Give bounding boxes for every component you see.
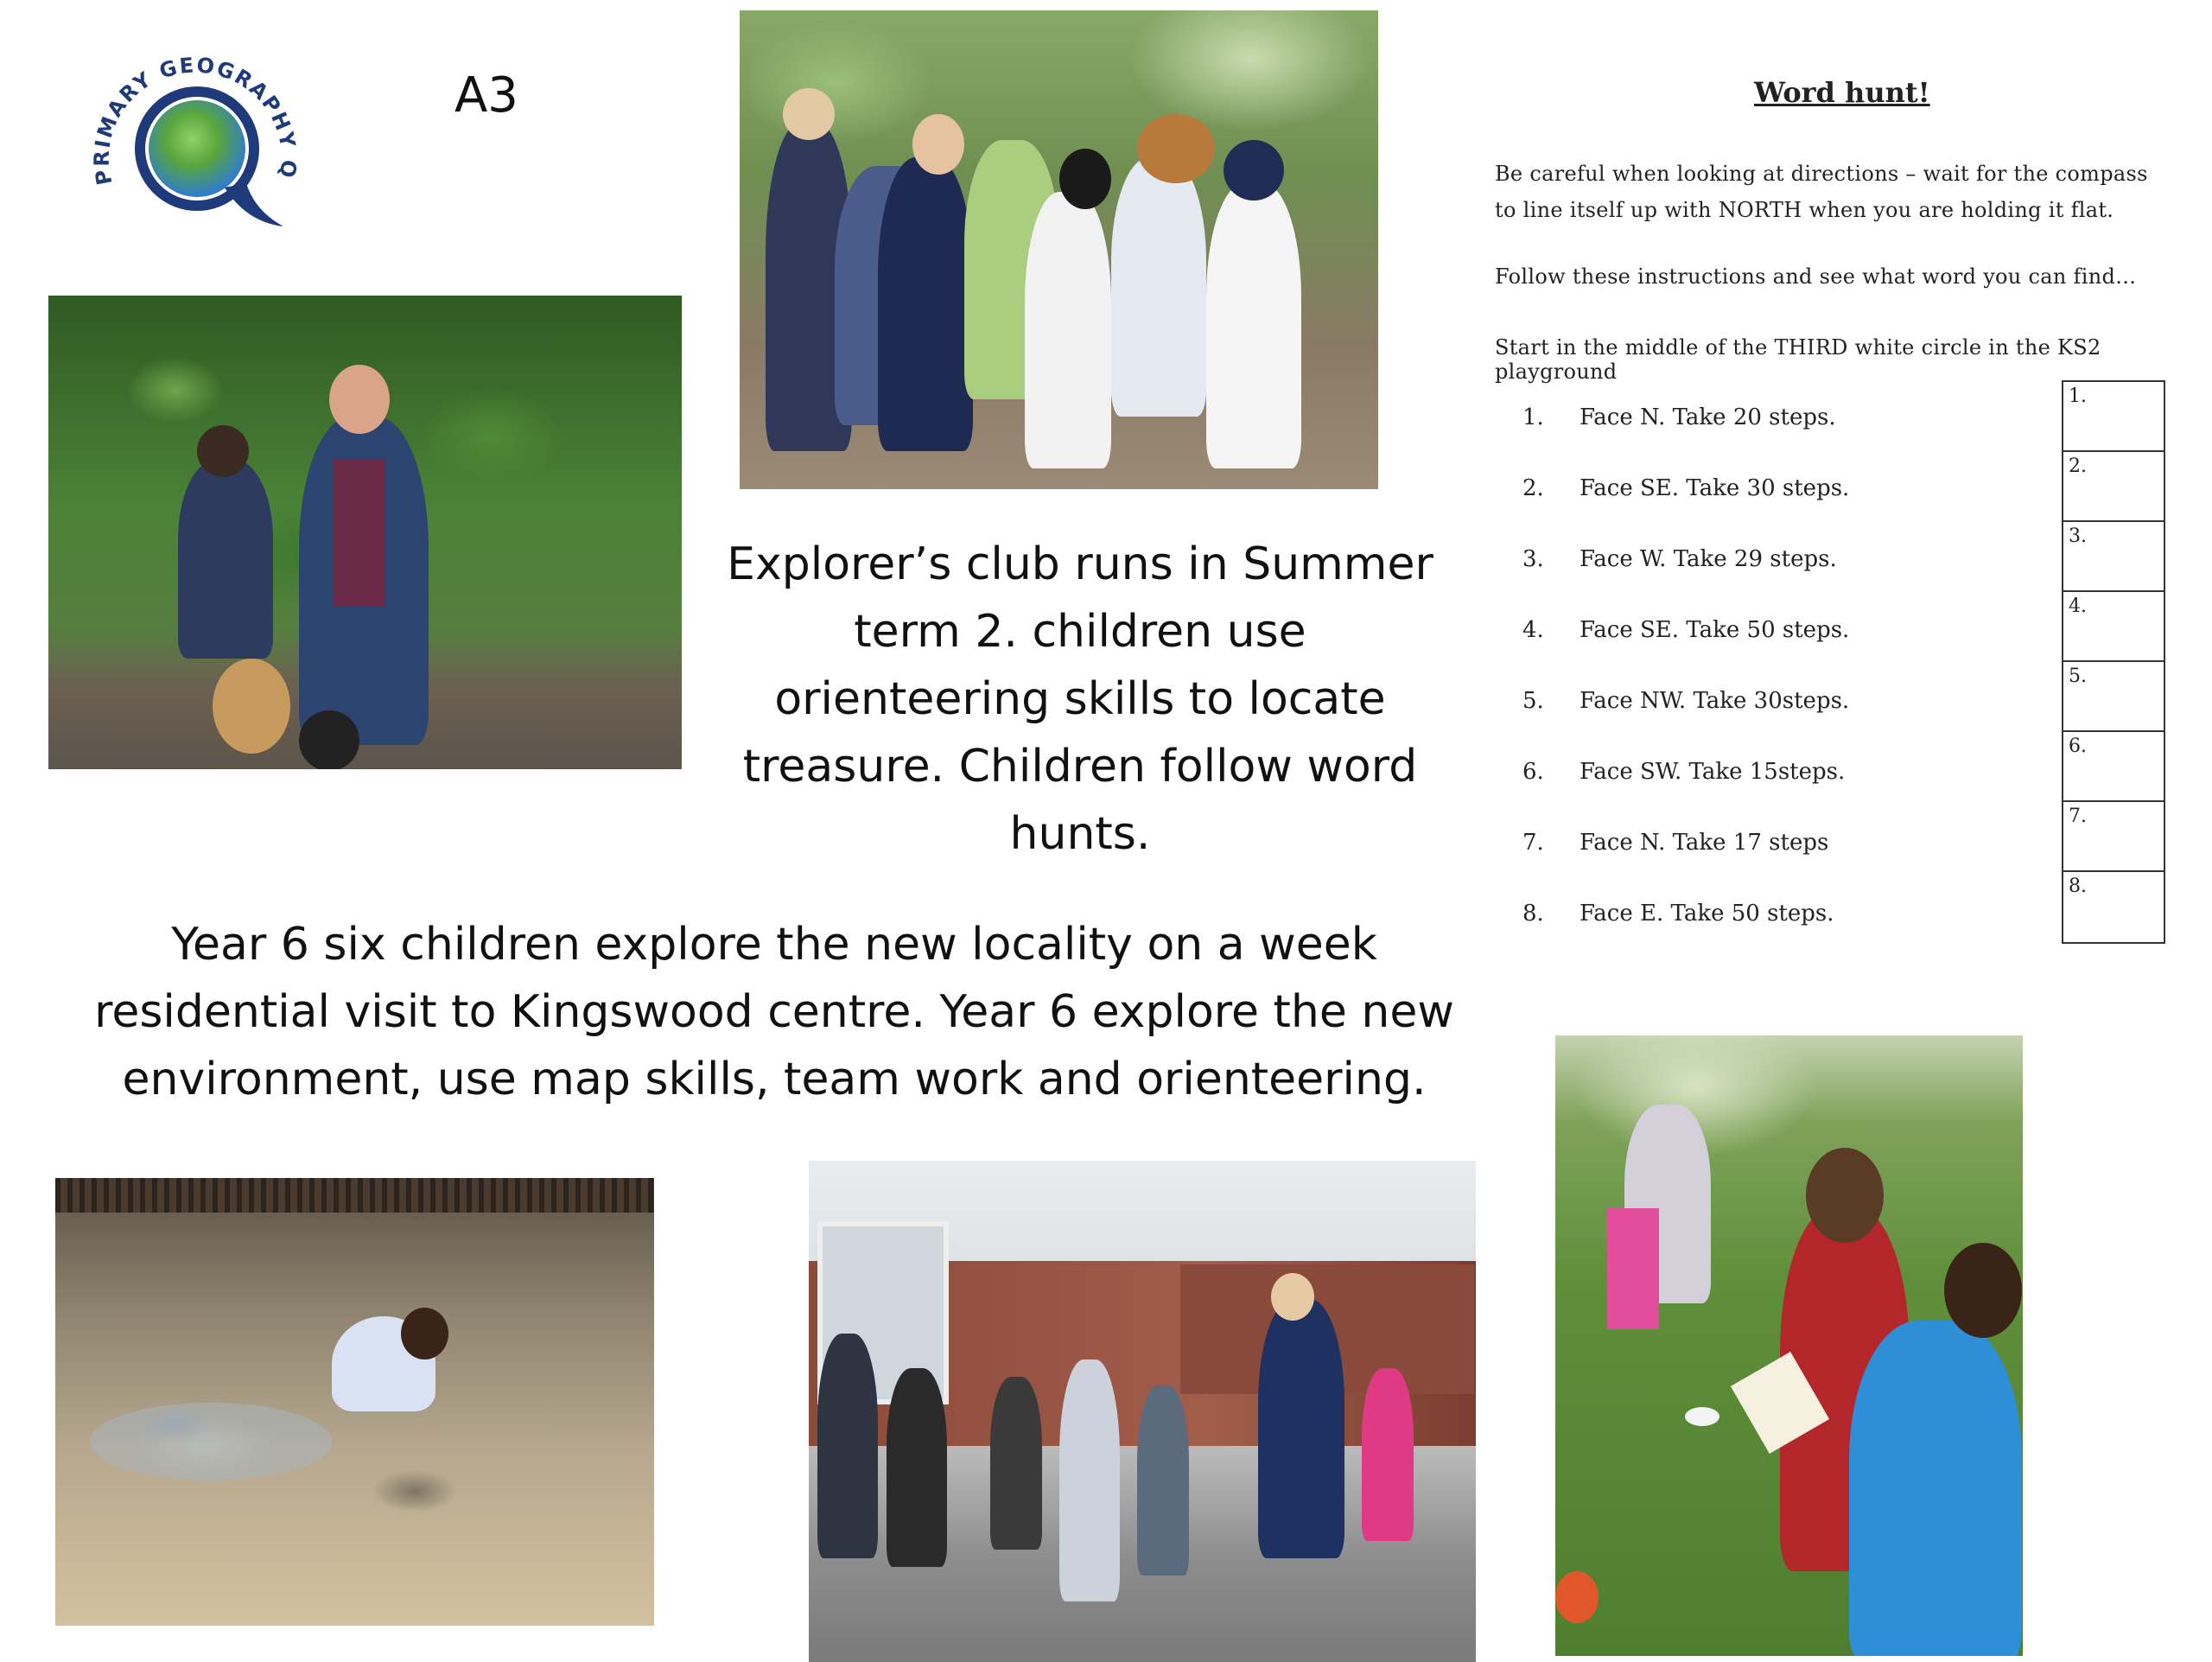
word-hunt-intro: Be careful when looking at directions – wait for the compass to line itself up with NORTH when you are holding it flat. [1495,162,2148,222]
logo-emblem-icon [69,19,320,270]
step-number: 5. [1522,688,1544,714]
photo-teacher-with-pupils [48,296,682,769]
step-number: 8. [1522,901,1544,927]
answer-box: 4. [2063,592,2164,662]
answer-box: 8. [2069,876,2087,897]
step-number: 6. [1522,759,1544,785]
step-instruction: Face W. Take 29 steps. [1580,546,1837,572]
answer-box: 6. [2063,732,2164,802]
step-instruction: Face SE. Take 30 steps. [1580,475,1850,501]
step-instruction: Face N. Take 20 steps. [1580,404,1836,430]
photo-beach-exploration [55,1178,654,1626]
photo-group-outside-building [809,1161,1476,1662]
answer-box: 5. [2063,662,2164,732]
step-instruction: Face E. Take 50 steps. [1580,901,1834,927]
answer-grid [2062,380,2165,944]
residential-visit-description: Year 6 six children explore the new locality on a week residential visit to Kingswood centre. Year 6 explore the new environment, use map skills, team work and orienteering. [94,919,1454,1105]
answer-box: 7. [2063,802,2164,872]
step-instruction: Face NW. Take 30steps. [1580,688,1850,714]
step-instruction: Face SE. Take 50 steps. [1580,617,1850,643]
answer-box: 3. [2063,522,2164,592]
answer-box: 2. [2063,452,2164,522]
word-hunt-title: Word hunt! [1754,76,1930,109]
step-number: 4. [1522,617,1544,643]
step-number: 1. [1522,404,1544,430]
geography-quality-mark-logo [69,19,320,270]
step-number: 2. [1522,475,1544,501]
step-instruction: Face N. Take 17 steps [1580,830,1829,856]
word-hunt-start: Start in the middle of the THIRD white circle in the KS2 playground [1495,335,2101,384]
step-number: 7. [1522,830,1544,856]
svg-text:PRIMARY GEOGRAPHY QUALITY MARK: PRIMARY GEOGRAPHY Q [89,53,302,188]
slide-label: A3 [454,67,518,124]
photo-field-orienteering [1555,1035,2023,1656]
answer-box: 1. [2063,382,2164,452]
explorers-club-description: Explorer’s club runs in Summer term 2. children use orienteering skills to locate treasure. Children follow word hunts. [727,538,1433,860]
step-number: 3. [1522,546,1544,572]
step-instruction: Face SW. Take 15steps. [1580,759,1846,785]
photo-group-in-woods [740,10,1378,489]
word-hunt-follow: Follow these instructions and see what word you can find… [1495,264,2137,289]
